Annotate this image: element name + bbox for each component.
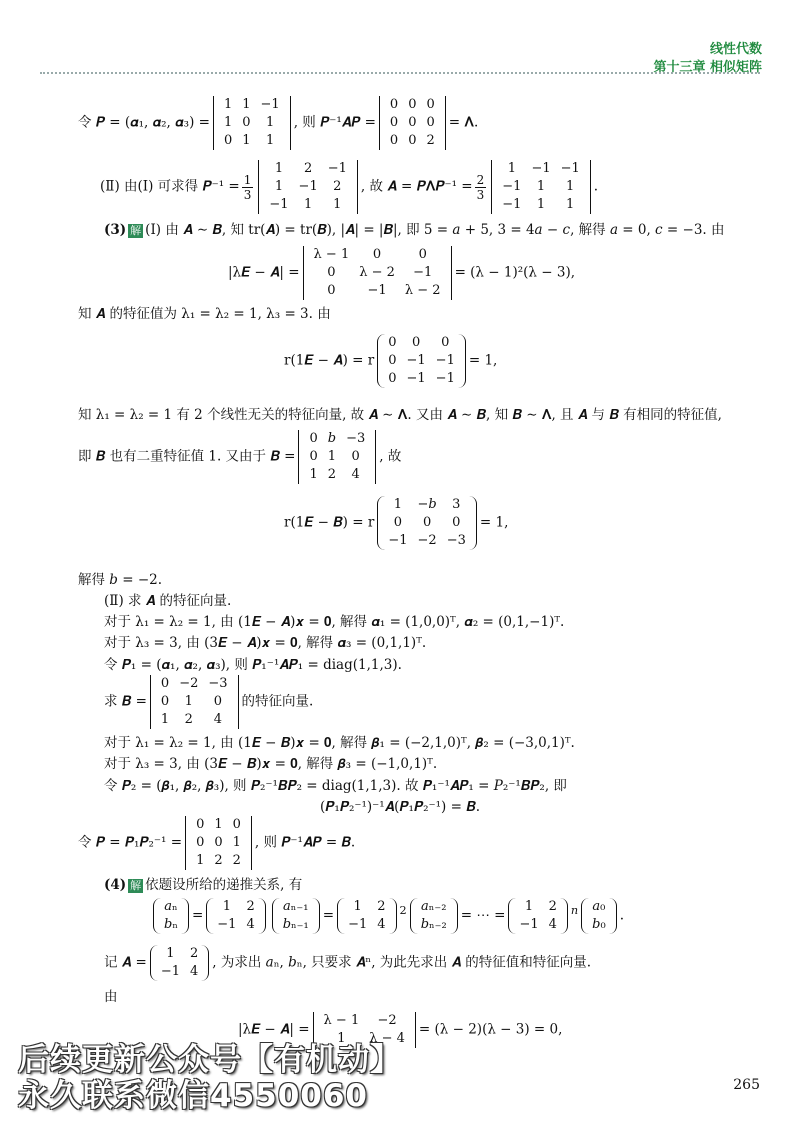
page-number: 265 [733,1077,760,1093]
line-14: 令 𝑷₁ = (𝜶₁, 𝜶₂, 𝜶₃), 则 𝑷₁⁻¹𝑨𝑷₁ = diag(1,1,3). [104,657,402,673]
matrix-cell: 0 [388,335,397,350]
line-24: 由 [104,989,118,1005]
line-25: |λ𝑬 − 𝑨| = λ − 1 −2 1 λ − 4 = (λ − 2)(λ − 3) = 0, [238,1013,563,1046]
vector-a0-b0 [581,898,617,934]
fraction-one-third: $\frac{1}{3}$ [243,172,252,202]
matrix-cell: 1 [242,133,251,148]
matrix-cell: 2 [327,467,337,482]
matrix-cell: 0 [393,515,403,530]
matrix-cell: λ − 1 [323,1013,360,1028]
solution-badge-2: 解 [130,879,142,892]
matrix-cell: −1 [217,917,237,932]
matrix-cell: λ − 2 [404,283,441,298]
matrix-cell: 4 [548,917,557,932]
matrix-cell: −1 [560,161,580,176]
matrix-cell: 1 [393,497,403,512]
matrix-cell: 2 [303,161,313,176]
line-9: r(1𝑬 − 𝑩) = r 1 −𝑏 3 0 0 0 −1 −2 −3 = 1, [284,497,509,548]
matrix-cell: −1 [531,161,551,176]
matrix-cell: 4 [351,467,360,482]
matrix-cell: 1 [160,712,170,727]
watermark-line-1: 后续更新公众号【有机动】 [18,1042,402,1078]
matrix-e-minus-a [377,334,466,388]
matrix-cell: 0 [422,515,432,530]
matrix-cell: 0 [388,371,397,386]
line-5: 知 𝑨 的特征值为 λ₁ = λ₂ = 1, λ₃ = 3. 由 [78,306,331,322]
matrix-cell: 0 [327,283,336,298]
matrix-cell: 2 [246,899,255,914]
matrix-cell: 1 [232,835,241,850]
matrix-cell: λ − 1 [313,247,350,262]
vector-an2-bn2 [410,898,458,934]
matrix-cell: 𝑎ₙ₋₂ [420,899,447,914]
matrix-cell: 0 [389,133,399,148]
matrix-cell: 1 [214,817,223,832]
matrix-cell: 𝑏ₙ [164,917,178,932]
header-divider [40,72,760,74]
matrix-lambda [379,96,446,150]
matrix-cell: 0 [408,133,417,148]
matrix-cell: 0 [389,115,399,130]
line-2: (Ⅱ) 由(Ⅰ) 可求得 𝑷⁻¹ = $\frac{1}{3}$ 1 2 −1 1 −1 2 −1 1 1 , 故 𝑨 = 𝑷𝚲𝑷⁻¹ = $\frac{2}{3}$ 1 −1 −1 −1 1 1 −1 1 1 . [100,161,599,212]
matrix-cell: 0 [426,115,435,130]
matrix-cell: 1 [524,899,534,914]
matrix-cell: 1 [196,853,205,868]
matrix-cell: 1 [223,115,233,130]
line-1: 令 𝑷 = (𝜶₁, 𝜶₂, 𝜶₃) = 1 1 −1 1 0 1 0 1 1 , 则 𝑷⁻¹𝑨𝑷 = 0 0 0 0 0 0 0 0 2 = 𝚲. [78,97,479,148]
vector-an-bn [153,898,189,934]
matrix-cell: −1 [298,179,318,194]
matrix-cell: 𝑎₀ [592,899,606,914]
line-6: r(1𝑬 − 𝑨) = r 0 0 0 0 −1 −1 0 −1 −1 = 1, [284,335,498,386]
matrix-cell: 1 [327,449,337,464]
matrix-cell: 0 [452,515,461,530]
vector-an1-bn1 [272,898,320,934]
matrix-cell: −1 [413,265,433,280]
matrix-cell: 0 [232,817,241,832]
matrix-cell: −3 [208,676,228,691]
matrix-cell: 1 [223,97,233,112]
matrix-cell: 0 [388,353,397,368]
matrix-cell: 0 [309,449,318,464]
matrix-cell: 2 [333,179,342,194]
line-10: 解得 𝑏 = −2. [78,572,163,588]
matrix-cell: 1 [309,467,318,482]
matrix-cell: 2 [184,712,193,727]
matrix-cell: 1 [265,115,275,130]
matrix-cell: −2 [179,676,199,691]
matrix-cell: 0 [418,247,427,262]
matrix-cell: −1 [348,917,368,932]
matrix-cell: −1 [406,371,426,386]
matrix-cell: 0 [372,247,382,262]
matrix-cell: 0 [196,835,205,850]
line-11: (Ⅱ) 求 𝑨 的特征向量. [104,593,232,609]
matrix-cell: 2 [548,899,557,914]
matrix-cell: 2 [189,946,199,961]
matrix-cell: 𝑎ₙ₋₁ [283,899,309,914]
matrix-cell: 𝑎ₙ [164,899,178,914]
matrix-cell: −1 [502,179,522,194]
matrix-cell: 1 [566,179,575,194]
matrix-cell: 0 [408,115,417,130]
matrix-cell: −1 [327,161,347,176]
matrix-cell: 0 [351,449,360,464]
determinant-a [303,246,452,300]
matrix-cell: −1 [160,964,180,979]
matrix-cell: 1 [566,197,575,212]
matrix-cell: 0 [389,97,399,112]
matrix-cell: 1 [536,197,546,212]
matrix-cell: 0 [411,335,421,350]
line-16: 对于 λ₁ = λ₂ = 1, 由 (1𝑬 − 𝑩)𝒙 = 𝟎, 解得 𝜷₁ = (−2,1,0)ᵀ, 𝜷₂ = (−3,0,1)ᵀ. [104,735,575,751]
line-18: 令 𝑷₂ = (𝜷₁, 𝜷₂, 𝜷₃), 则 𝑷₂⁻¹𝑩𝑷₂ = diag(1,1,3). 故 𝑷₁⁻¹𝑨𝑷₁ = 𝑃₂⁻¹𝑩𝑷₂, 即 [104,778,567,794]
line-17: 对于 λ₃ = 3, 由 (3𝑬 − 𝑩)𝒙 = 𝟎, 解得 𝜷₃ = (−1,0,1)ᵀ. [104,756,438,772]
matrix-cell: 2 [214,853,223,868]
matrix-cell: 1 [303,197,313,212]
matrix-cell: 𝑏 [327,431,337,446]
matrix-cell: −3 [446,533,466,548]
matrix-cell: −2 [377,1013,397,1028]
matrix-e-minus-b [377,496,477,550]
matrix-cell: 0 [160,694,170,709]
matrix-cell: 0 [408,97,417,112]
matrix-cell: 𝑏₀ [592,917,606,932]
solution-badge: 解 [130,224,142,237]
matrix-cell: λ − 4 [369,1031,405,1046]
matrix-cell: −1 [367,283,387,298]
matrix-coef-3 [508,898,567,934]
matrix-cell: −2 [417,533,437,548]
book-title: 线性代数 [709,42,762,57]
matrix-cell: 0 [327,265,336,280]
matrix-cell: −1 [435,353,455,368]
matrix-cell: −3 [346,431,366,446]
matrix-cell: 4 [189,964,199,979]
matrix-cell: 1 [536,179,546,194]
matrix-cell: 4 [246,917,255,932]
matrix-cell: 1 [184,694,193,709]
matrix-cell: −1 [388,533,408,548]
line-3: (3) 解 (Ⅰ) 由 𝑨 ∼ 𝑩, 知 tr(𝑨) = tr(𝑩), |𝑨| = |𝑩|, 即 5 = 𝑎 + 5, 3 = 4𝑎 − 𝑐, 解得 𝑎 = 0, 𝑐 = −3. 由 [104,222,725,238]
matrix-b-2 [150,675,239,729]
line-23: 记 𝑨 = 1 2 −1 4 , 为求出 𝑎ₙ, 𝑏ₙ, 只要求 𝑨ⁿ, 为此先求出 𝑨 的特征值和特征向量. [104,946,592,979]
matrix-cell: 0 [160,676,170,691]
matrix-cell: 2 [232,853,241,868]
matrix-cell: −𝑏 [417,497,437,512]
matrix-coef [206,898,265,934]
line-22: 𝑎ₙ 𝑏ₙ = 1 2 −1 4 𝑎ₙ₋₁ 𝑏ₙ₋₁ = 1 2 −1 4 $^2$ 𝑎ₙ₋₂ 𝑏ₙ₋₂ = ⋯ = 1 2 −1 4 $^𝑛$ 𝑎₀ 𝑏₀ . [150,898,624,934]
matrix-p-inverse [258,160,358,214]
matrix-cell: 4 [213,712,223,727]
matrix-cell: λ − 2 [359,265,395,280]
line-4: |λ𝑬 − 𝑨| = λ − 1 0 0 0 λ − 2 −1 0 −1 λ − 2 = (λ − 1)²(λ − 3), [228,247,576,298]
matrix-cell: 0 [213,694,223,709]
matrix-cell: 0 [441,335,450,350]
line-12: 对于 λ₁ = λ₂ = 1, 由 (1𝑬 − 𝑨)𝒙 = 𝟎, 解得 𝜶₁ = (1,0,0)ᵀ, 𝜶₂ = (0,1,−1)ᵀ. [104,614,565,630]
matrix-cell: 1 [353,899,362,914]
matrix-cell: −1 [406,353,426,368]
matrix-cell: 0 [223,133,233,148]
line-19: (𝑷₁𝑷₂⁻¹)⁻¹𝑨(𝑷₁𝑷₂⁻¹) = 𝑩. [320,799,480,815]
line-15: 求 𝑩 = 0 −2 −3 0 1 0 1 2 4 的特征向量. [104,676,314,727]
matrix-cell: 1 [333,197,342,212]
matrix-cell: 1 [166,946,175,961]
matrix-cell: 1 [242,97,251,112]
matrix-cell: 0 [309,431,318,446]
line-20: 令 𝑷 = 𝑷₁𝑷₂⁻¹ = 0 1 0 0 0 1 1 2 2 , 则 𝑷⁻¹𝑨𝑷 = 𝑩. [78,817,356,868]
line-8: 即 𝑩 也有二重特征值 1. 又由于 𝑩 = 0 𝑏 −3 0 1 0 1 2 4 , 故 [78,431,402,482]
matrix-cell: −1 [269,197,289,212]
matrix-cell: 1 [222,899,231,914]
matrix-cell: 0 [214,835,223,850]
matrix-coef-2 [337,898,396,934]
matrix-cell: −1 [260,97,280,112]
matrix-cell: 0 [196,817,205,832]
matrix-cell: 1 [274,161,284,176]
matrix-a-def [150,945,209,981]
matrix-cell: 2 [377,899,386,914]
matrix-p [213,96,291,150]
matrix-cell: 4 [377,917,386,932]
watermark-line-2: 永久联系微信4550060 [18,1078,368,1114]
matrix-b [298,430,376,484]
matrix-cell: 2 [426,133,435,148]
matrix-cell: −1 [435,371,455,386]
matrix-cell: 3 [452,497,461,512]
matrix-cell: −1 [519,917,539,932]
matrix-cell: 1 [507,161,516,176]
matrix-cell: 1 [337,1031,346,1046]
line-13: 对于 λ₃ = 3, 由 (3𝑬 − 𝑨)𝒙 = 𝟎, 解得 𝜶₃ = (0,1,1)ᵀ. [104,635,427,651]
chapter-title: 第十三章 相似矩阵 [653,60,762,75]
fraction-two-thirds: $\frac{2}{3}$ [476,172,485,202]
matrix-cell: −1 [502,197,522,212]
matrix-cell: 𝑏ₙ₋₂ [420,917,447,932]
line-7: 知 λ₁ = λ₂ = 1 有 2 个线性无关的特征向量, 故 𝑨 ∼ 𝚲. 又由 𝑨 ∼ 𝑩, 知 𝑩 ∼ 𝚲, 且 𝑨 与 𝑩 有相同的特征值, [78,407,722,423]
matrix-cell: 0 [242,115,251,130]
matrix-p-final [185,816,252,870]
matrix-cell: 0 [426,97,435,112]
matrix-cell: 𝑏ₙ₋₁ [282,917,309,932]
matrix-a [491,160,591,214]
matrix-cell: 1 [274,179,284,194]
matrix-cell: 1 [265,133,275,148]
line-21: (4) 解 依题设所给的递推关系, 有 [104,877,303,893]
